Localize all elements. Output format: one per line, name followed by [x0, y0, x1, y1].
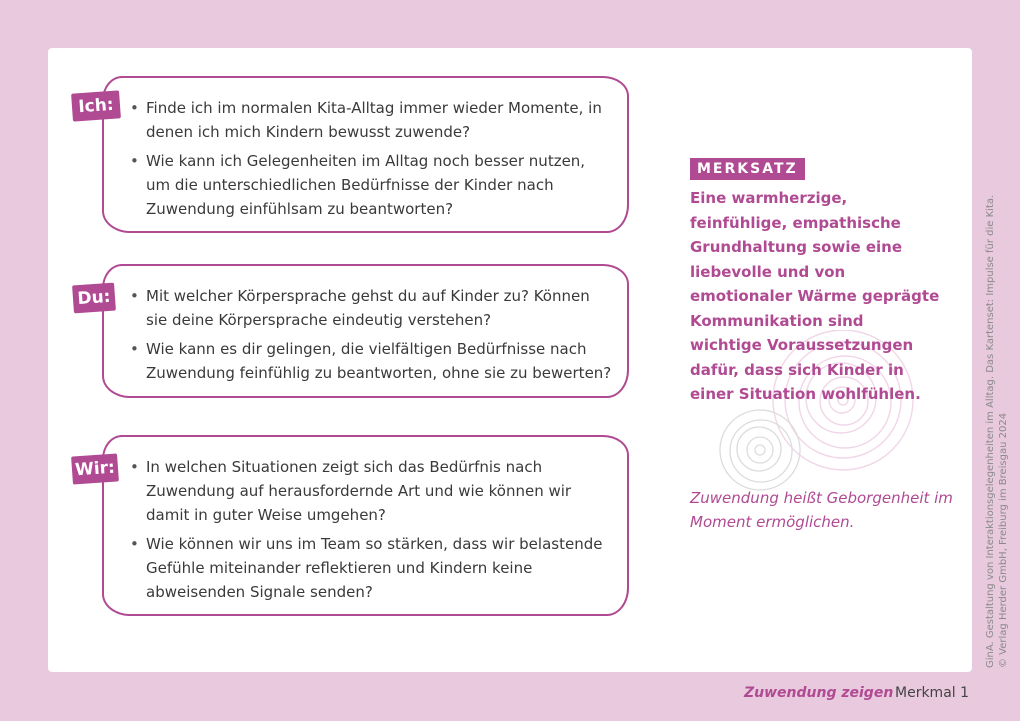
credit-line-2: © Verlag Herder GmbH, Freiburg im Breisgau 2024 [998, 412, 1009, 668]
merksatz-label: MERKSATZ [690, 158, 805, 180]
wir-question-box [102, 435, 629, 616]
credit-line-1: GinA. Gestaltung von Interaktionsgelegenheiten im Alltag. Das Kartenset: Impulse für die Kita. [985, 194, 996, 668]
du-question-2: • Wie kann es dir gelingen, die vielfältigen Bedürfnisse nach Zuwendung feinfühlig zu beantworten, ohne sie zu bewerten? [126, 337, 613, 385]
ich-question-2: • Wie kann ich Gelegenheiten im Alltag noch besser nutzen, um die unterschiedlichen Bedürfnisse der Kinder nach Zuwendung einfühlsam zu beantworten? [126, 149, 613, 221]
quote: Zuwendung heißt Geborgenheit im Moment ermöglichen. [690, 489, 953, 531]
du-tag: Du: [72, 283, 116, 314]
du-question-box [102, 264, 629, 398]
wir-question-1: • In welchen Situationen zeigt sich das Bedürfnis nach Zuwendung auf herausfordernde Art und wie können wir damit in guter Weise umgehen? [126, 455, 619, 527]
wir-question-2: • Wie können wir uns im Team so stärken, dass wir belastende Gefühle miteinander reflektieren und Kindern keine abweisenden Signale senden? [126, 532, 619, 604]
du-question-1: • Mit welcher Körpersprache gehst du auf Kinder zu? Können sie deine Körpersprache eindeutig verstehen? [126, 284, 613, 332]
footer-topic: Zuwendung zeigen [744, 685, 894, 701]
ich-question-list [126, 96, 613, 221]
copyright-credit [984, 188, 1010, 668]
ich-question-box [102, 76, 629, 233]
du-question-list [126, 284, 613, 385]
merksatz-text: Eine warmherzige, feinfühlige, empathische Grundhaltung sowie eine liebevolle und von emotionaler Wärme geprägte Kommunikation sind wichtige Voraussetzungen dafür, dass sich Kinder in einer Situation wohlfühlen. [690, 189, 940, 403]
ich-tag: Ich: [71, 90, 121, 121]
ich-question-1: • Finde ich im normalen Kita-Alltag immer wieder Momente, in denen ich mich Kindern bewusst zuwende? [126, 96, 613, 144]
wir-tag: Wir: [71, 453, 119, 484]
wir-question-list [126, 455, 619, 604]
footer-merkmal: Merkmal 1 [895, 685, 970, 701]
